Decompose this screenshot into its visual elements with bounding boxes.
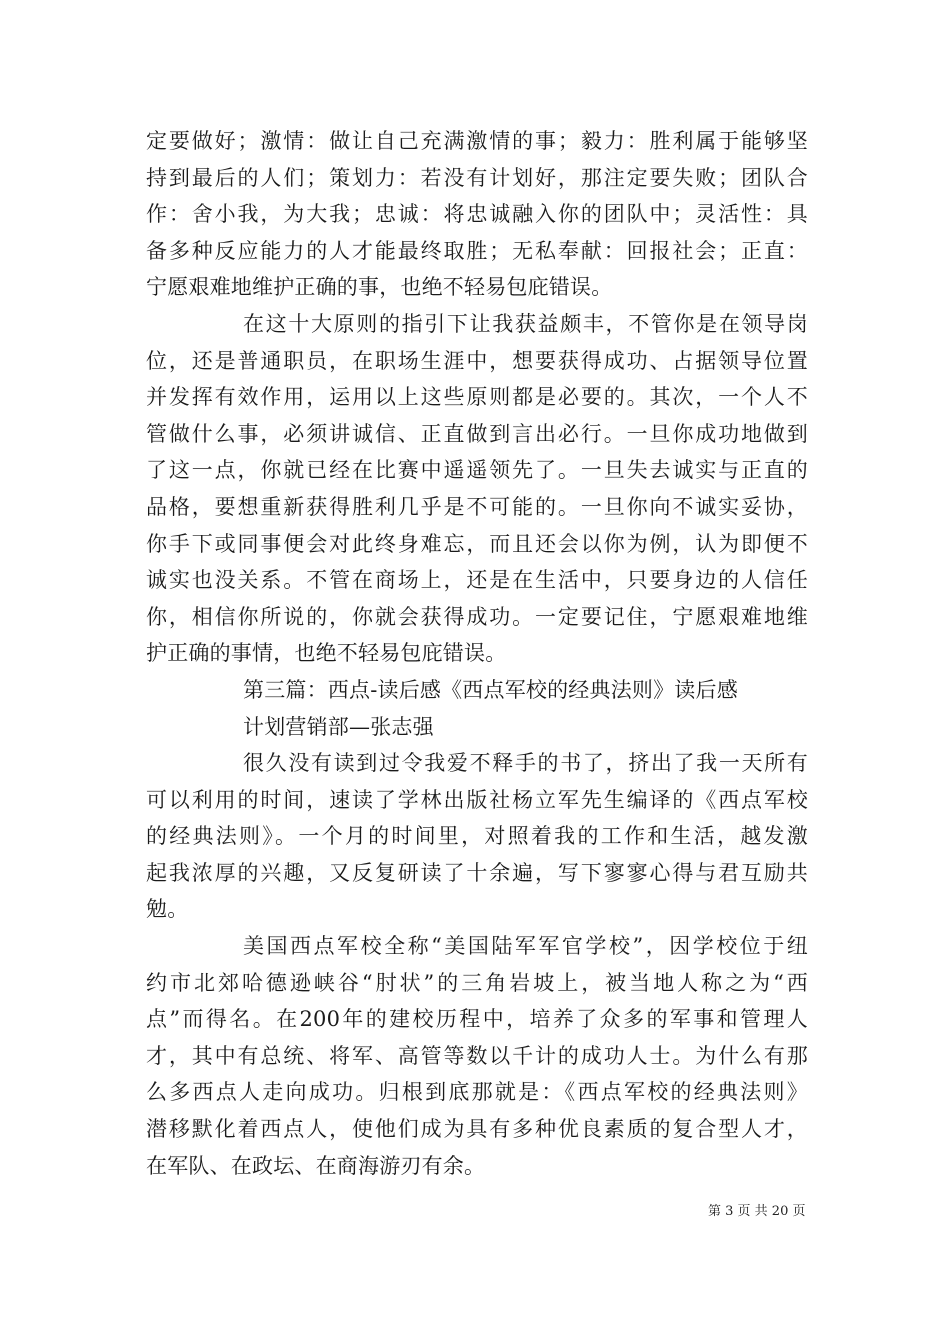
- paragraph-p3: [146, 745, 808, 928]
- text-line: 作：舍小我，为大我；忠诚：将忠诚融入你的团队中；灵活性：具: [146, 202, 808, 227]
- text-line: 才，其中有总统、将军、高管等数以千计的成功人士。为什么有那: [146, 1043, 808, 1068]
- text-line: 品格，要想重新获得胜利几乎是不可能的。一旦你向不诚实妥协，: [146, 494, 808, 519]
- text-line: 定要做好；激情：做让自己充满激情的事；毅力：胜利属于能够坚: [146, 129, 808, 153]
- paragraph-p1: [146, 123, 808, 306]
- text-line: 并发挥有效作用，运用以上这些原则都是必要的。其次，一个人不: [146, 385, 808, 410]
- text-line: 护正确的事情，也绝不轻易包庇错误。: [146, 641, 507, 666]
- text-line: 了这一点，你就已经在比赛中遥遥领先了。一旦失去诚实与正直的: [146, 458, 808, 483]
- text-line: 持到最后的人们；策划力：若没有计划好，那注定要失败；团队合: [146, 165, 808, 190]
- text-line: 点”而得名。在200年的建校历程中，培养了众多的军事和管理人: [146, 1007, 808, 1032]
- paragraph-author: [146, 709, 808, 746]
- text-line: 第三篇：西点-读后感《西点军校的经典法则》读后感: [243, 677, 738, 702]
- text-line: 美国西点军校全称“美国陆军军官学校”，因学校位于纽: [243, 934, 808, 959]
- text-line: 管做什么事，必须讲诚信、正直做到言出必行。一旦你成功地做到: [146, 421, 808, 446]
- text-line: 计划营销部—张志强: [243, 714, 434, 739]
- text-line: 么多西点人走向成功。归根到底那就是：《西点军校的经典法则》: [146, 1080, 808, 1105]
- text-line: 备多种反应能力的人才能最终取胜；无私奉献：回报社会；正直：: [146, 238, 808, 263]
- text-line: 的经典法则》。一个月的时间里，对照着我的工作和生活，越发激: [146, 824, 808, 849]
- text-line: 宁愿艰难地维护正确的事，也绝不轻易包庇错误。: [146, 275, 613, 300]
- text-line: 潜移默化着西点人，使他们成为具有多种优良素质的复合型人才，: [146, 1117, 808, 1142]
- paragraph-p2: [146, 306, 808, 672]
- paragraph-p4: [146, 928, 808, 1184]
- text-line: 勉。: [146, 897, 189, 922]
- paragraph-heading: [146, 672, 808, 709]
- text-line: 你，相信你所说的，你就会获得成功。一定要记住，宁愿艰难地维: [146, 604, 808, 629]
- text-line: 你手下或同事便会对此终身难忘，而且还会以你为例，认为即便不: [146, 531, 808, 556]
- text-line: 位，还是普通职员，在职场生涯中，想要获得成功、占据领导位置: [146, 348, 808, 373]
- page-footer: 第 3 页 共 20 页: [708, 1204, 806, 1219]
- text-line: 诚实也没关系。不管在商场上，还是在生活中，只要身边的人信任: [146, 568, 808, 593]
- text-line: 在这十大原则的指引下让我获益颇丰，不管你是在领导岗: [243, 311, 808, 336]
- document-body: [146, 123, 808, 1184]
- text-line: 在军队、在政坛、在商海游刃有余。: [146, 1153, 486, 1178]
- text-line: 可以利用的时间，速读了学林出版社杨立军先生编译的《西点军校: [146, 787, 808, 812]
- text-line: 起我浓厚的兴趣，又反复研读了十余遍，写下寥寥心得与君互励共: [146, 860, 808, 885]
- text-line: 很久没有读到过令我爱不释手的书了，挤出了我一天所有: [243, 751, 808, 776]
- text-line: 约市北郊哈德逊峡谷“肘状”的三角岩坡上，被当地人称之为“西: [146, 970, 808, 995]
